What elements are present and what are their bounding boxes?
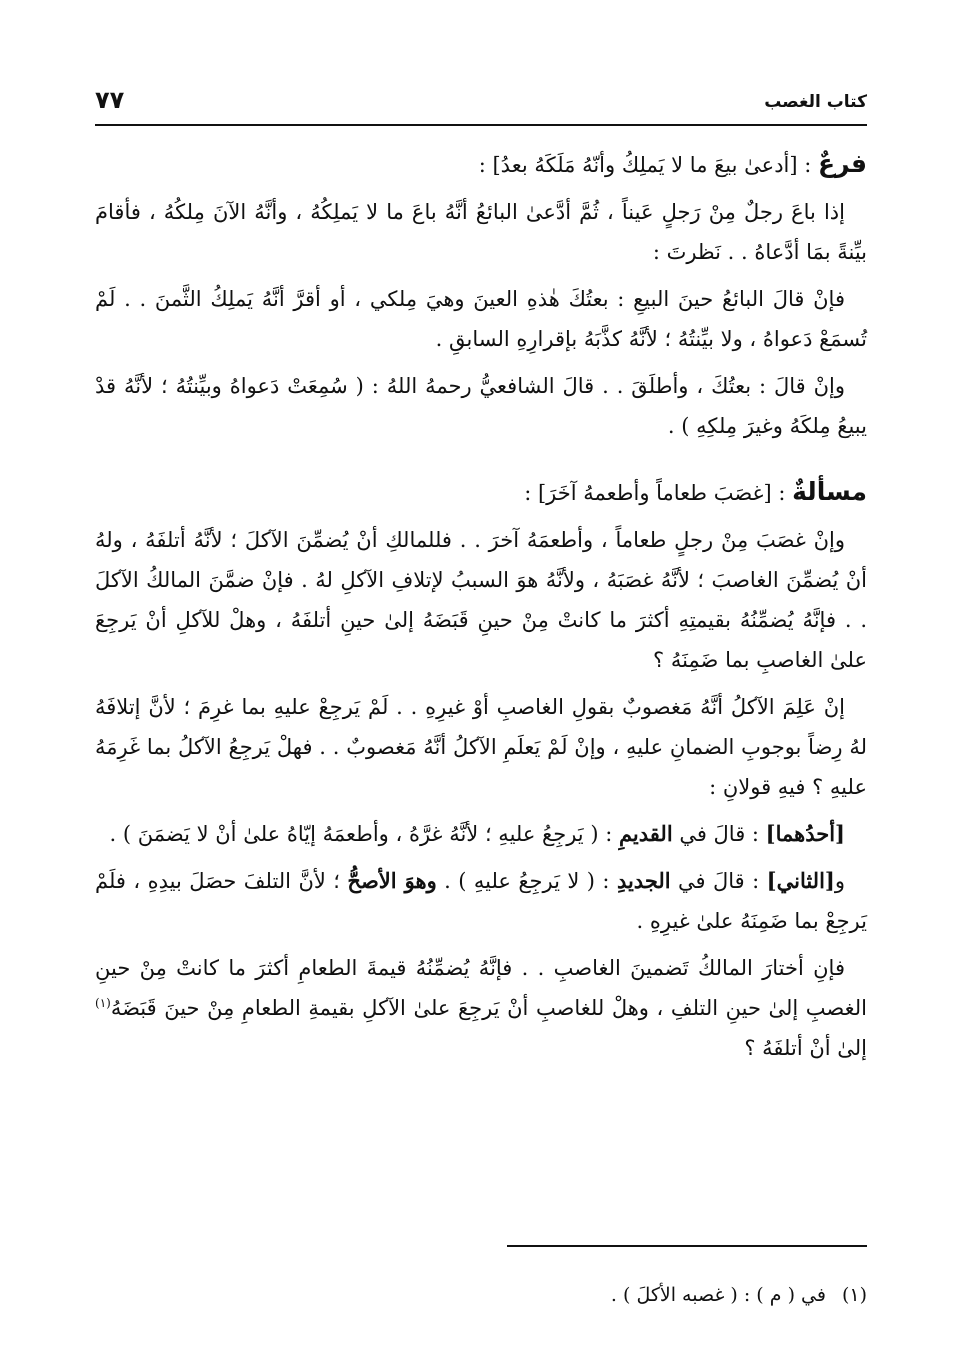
opinion-label: [أحدُهما] bbox=[765, 821, 845, 846]
page-number: ٧٧ bbox=[95, 86, 125, 114]
opinion-ruling: وهوَ الأصحُّ bbox=[347, 868, 437, 893]
opinion-prefix: و bbox=[834, 869, 846, 893]
paragraph: إنْ عَلِمَ الآكلُ أنَّهُ مَغصوبٌ بقولِ الغاصبِ أوْ غيرِهِ . . لَمْ يَرجِعْ عليهِ بما غرِمَ ؛ لأنَّ إتلافَهُ لهُ رِضاً بوجوبِ الضمانِ عليهِ ، وإنْ لَمْ يَعلَمِ الآكلُ أنَّهُ مَغصوبٌ . . فهلْ يَرجِعُ الآكلُ بما غَرِمَهُ عليهِ ؟ فيهِ قولانِ : bbox=[95, 695, 867, 799]
header-rule bbox=[95, 124, 867, 126]
closing-text: فإنِ أختارَ المالكُ تَضمينَ الغاصبِ . . فإنَّهُ يُضمِّنُهُ قيمةَ الطعامِ أكثرَ ما كانتْ مِنْ حينِ الغصبِ إلىٰ حينِ التلفِ ، وهلْ للغاصبِ أنْ يَرجِعَ علىٰ الآكلِ بقيمةِ الطعامِ مِنْ حينَ قَبَضَهُ bbox=[95, 956, 867, 1020]
opinion-text: : ( يَرجِعُ عليهِ ؛ لأنَّهُ غرَّهُ ، وأطعمَهُ إيّاهُ علىٰ أنْ لا يَضمَنَ ) . bbox=[109, 822, 619, 846]
closing-tail: إلىٰ أنْ أتلفَهُ ؟ bbox=[744, 1036, 867, 1060]
paragraph: وإنْ قالَ : بعتُكَ ، وأطلَقَ . . قالَ الشافعيُّ رحمهُ اللهُ : ( سُمِعَتْ دَعواهُ وبيِّنتُهُ ؛ لأنَّهُ قدْ يبيعُ مِلكَهُ وغيرَ مِلكِهِ ) . bbox=[95, 374, 867, 438]
section-title: : [غصَبَ طعاماً وأطعمهُ آخَرَ] : bbox=[524, 481, 793, 505]
running-header bbox=[95, 86, 867, 118]
section-lead: فرعٌ bbox=[818, 149, 867, 178]
paragraph: فإنْ قالَ البائعُ حينَ البيعِ : بعتُكَ هٰذهِ العينَ وهيَ مِلكي ، أو أقرَّ أنَّهُ يَملِكُ الثَّمنَ . . لَمْ تُسمَعْ دَعواهُ ، ولا بيِّنتُهُ ؛ لأنَّهُ كذَّبَهُ بإقرارِهِ السابقِ . bbox=[95, 287, 867, 351]
opinion-text: ؛ لأنَّ التلفَ حصَلَ بيدِهِ ، فلَمْ يَرجِعْ بما ضَمِنَهُ علىٰ غيرِهِ . bbox=[95, 869, 867, 933]
opinion-second bbox=[95, 861, 867, 941]
running-title: كتاب الغصب bbox=[764, 92, 867, 112]
paragraph: إذا باعَ رجلٌ مِنْ رَجلٍ عَيناً ، ثُمَّ أدَّعىٰ البائعُ أنَّهُ باعَ ما لا يَملِكُهُ ، وأنَّهُ الآنَ مِلكُهُ ، فأقامَ بيِّنةً بمَا أدَّعاهُ . . نَظرتَ : bbox=[95, 200, 867, 264]
opinion-source: الجديدِ bbox=[616, 868, 671, 893]
footnote-text: في ( م ) : ( غصبه الأكلَ ) . bbox=[610, 1284, 826, 1306]
opinion-intro: : قالَ في bbox=[672, 822, 766, 846]
section-lead: مسألةٌ bbox=[792, 477, 867, 506]
footnote-reference[interactable]: (١) bbox=[95, 996, 111, 1010]
section-heading-masala bbox=[95, 472, 867, 513]
section-heading-far bbox=[95, 144, 867, 185]
closing-paragraph bbox=[95, 948, 867, 1068]
footnote bbox=[95, 1280, 867, 1310]
opinion-label: [الثاني] bbox=[766, 868, 835, 893]
opinion-intro: : قالَ في bbox=[670, 869, 767, 893]
opinion-quote: : ( لا يَرجِعُ عليهِ ) . bbox=[436, 869, 617, 893]
footnote-number: (١) bbox=[841, 1284, 867, 1306]
section-title: : [أدعىٰ بيعَ ما لا يَملِكُ وأنّهُ مَلَكَهُ بعدُ] : bbox=[478, 153, 818, 177]
opinion-source: القديمِ bbox=[618, 821, 673, 846]
body-text bbox=[95, 142, 867, 1075]
footnote-rule bbox=[507, 1245, 867, 1247]
opinion-first bbox=[95, 814, 867, 854]
paragraph: وإنْ غصَبَ مِنْ رجلٍ طعاماً ، وأطعمَهُ آخرَ . . فللمالكِ أنْ يُضمِّنَ الآكلَ ؛ لأنَّهُ أتلفَهُ ، ولهُ أنْ يُضمِّنَ الغاصبَ ؛ لأنَّهُ غصَبَهُ ، ولأنَّهُ هوَ السببُ لإتلافِ الآكلِ لهُ . فإنْ ضمَّنَ المالكُ الآكلَ . . فإنَّهُ يُضمِّنُهُ بقيمتِهِ أكثرَ ما كانتْ مِنْ حينِ قَبَضَهُ إلىٰ حينِ أتلفَهُ ، وهلْ للآكلِ أنْ يَرجِعَ علىٰ الغاصبِ بما ضَمِنَهُ ؟ bbox=[95, 528, 867, 672]
